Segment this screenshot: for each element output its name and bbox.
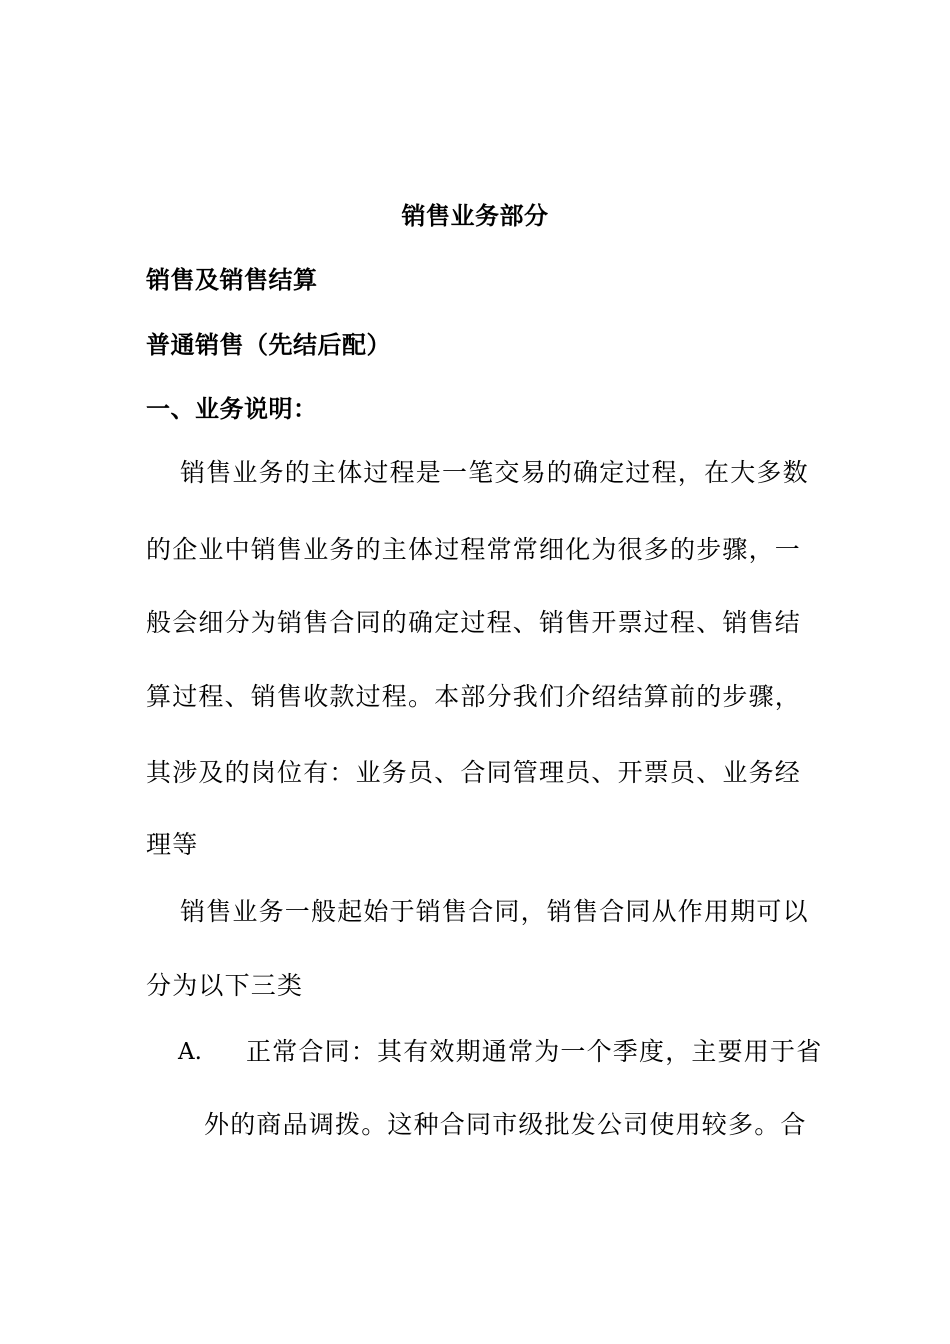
document-title: 销售业务部分 <box>401 202 549 230</box>
paragraph-line: 的企业中销售业务的主体过程常常细化为很多的步骤，一 <box>146 535 802 564</box>
paragraph-line: 算过程、销售收款过程。本部分我们介绍结算前的步骤， <box>146 682 802 711</box>
section-heading: 销售及销售结算 <box>146 266 318 294</box>
paragraph-line: 般会细分为销售合同的确定过程、销售开票过程、销售结 <box>146 608 802 637</box>
subsection-heading: 普通销售（先结后配） <box>146 331 391 359</box>
list-item-line: 正常合同：其有效期通常为一个季度，主要用于省 <box>246 1037 823 1066</box>
paragraph-line: 销售业务的主体过程是一笔交易的确定过程，在大多数 <box>180 458 809 487</box>
paragraph-line: 其涉及的岗位有：业务员、合同管理员、开票员、业务经 <box>146 758 802 787</box>
paragraph-line: 分为以下三类 <box>146 971 304 1000</box>
list-item-line: 外的商品调拨。这种合同市级批发公司使用较多。合 <box>204 1110 807 1139</box>
paragraph-line: 理等 <box>146 830 199 859</box>
paragraph-line: 销售业务一般起始于销售合同，销售合同从作用期可以 <box>180 897 809 926</box>
list-marker: A. <box>178 1039 202 1065</box>
part-heading: 一、业务说明： <box>146 395 318 423</box>
